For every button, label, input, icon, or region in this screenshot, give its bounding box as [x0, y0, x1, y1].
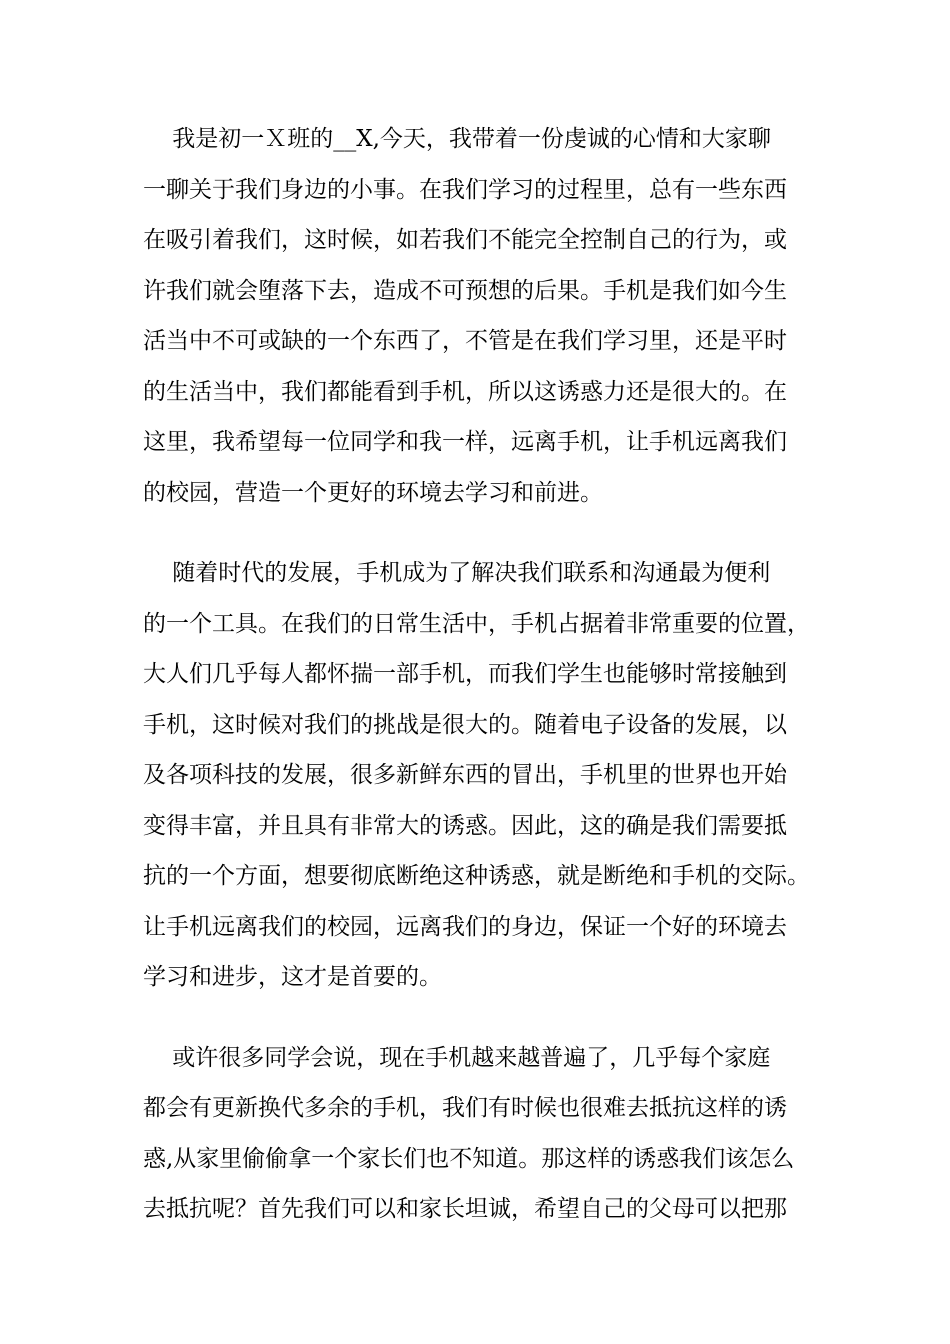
text-line: 及各项科技的发展，很多新鲜东西的冒出，手机里的世界也开始 — [143, 762, 787, 788]
paragraph-1 — [143, 114, 815, 518]
text-line: 学习和进步，这才是首要的。 — [143, 964, 442, 990]
text-line: 大人们几乎每人都怀揣一部手机，而我们学生也能够时常接触到 — [143, 661, 787, 687]
text-line: 我是初一Ｘ班的__X,今天，我带着一份虔诚的心情和大家聊 — [143, 126, 771, 152]
text-line: 的生活当中，我们都能看到手机，所以这诱惑力还是很大的。在 — [143, 378, 787, 405]
text-line: 或许很多同学会说，现在手机越来越普遍了，几乎每个家庭 — [143, 1044, 771, 1071]
text-line: 在吸引着我们，这时候，如若我们不能完全控制自己的行为，或 — [143, 227, 787, 253]
text-line: 许我们就会堕落下去，造成不可预想的后果。手机是我们如今生 — [143, 277, 787, 304]
text-line: 一聊关于我们身边的小事。在我们学习的过程里，总有一些东西 — [143, 176, 787, 203]
text-line: 抗的一个方面，想要彻底断绝这种诱惑，就是断绝和手机的交际。 — [143, 863, 810, 889]
text-line: 手机，这时候对我们的挑战是很大的。随着电子设备的发展，以 — [143, 711, 787, 738]
text-line: 活当中不可或缺的一个东西了，不管是在我们学习里，还是平时 — [143, 328, 787, 354]
text-line: 的一个工具。在我们的日常生活中，手机占据着非常重要的位置， — [143, 610, 810, 637]
paragraph-3 — [143, 1033, 815, 1235]
paragraph-2 — [143, 548, 815, 1003]
text-line: 惑,从家里偷偷拿一个家长们也不知道。那这样的诱惑我们该怎么 — [143, 1145, 795, 1172]
document-body — [143, 114, 815, 1265]
text-line: 这里，我希望每一位同学和我一样，远离手机，让手机远离我们 — [143, 429, 787, 455]
text-line: 随着时代的发展，手机成为了解决我们联系和沟通最为便利 — [143, 560, 771, 586]
text-line: 变得丰富，并且具有非常大的诱惑。因此，这的确是我们需要抵 — [143, 812, 787, 839]
text-line: 的校园，营造一个更好的环境去学习和前进。 — [143, 479, 603, 506]
text-line: 让手机远离我们的校园，远离我们的身边，保证一个好的环境去 — [143, 913, 787, 940]
text-line: 去抵抗呢？首先我们可以和家长坦诚，希望自己的父母可以把那 — [143, 1196, 787, 1222]
text-line: 都会有更新换代多余的手机，我们有时候也很难去抵抗这样的诱 — [143, 1095, 787, 1121]
